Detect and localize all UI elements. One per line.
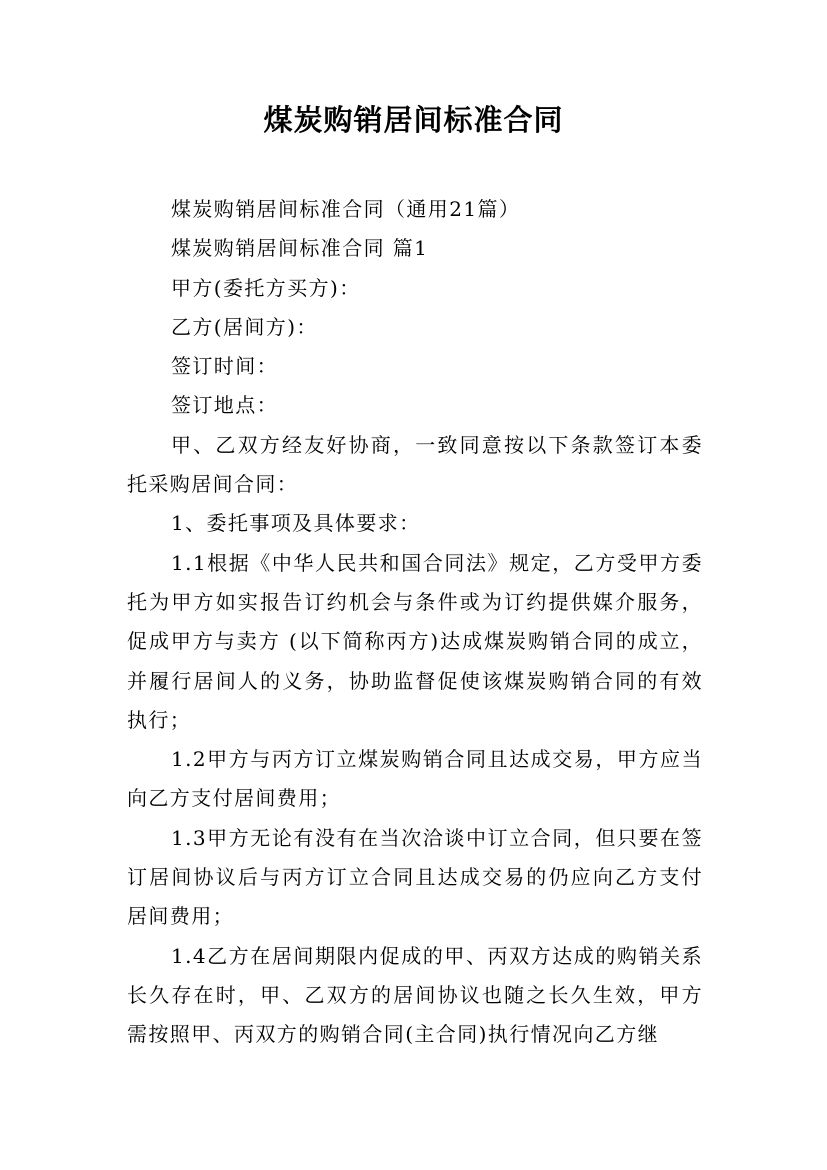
paragraph-clause-1-2: 1.2甲方与丙方订立煤炭购销合同且达成交易，甲方应当向乙方支付居间费用； <box>127 747 703 811</box>
paragraph-party-a: 甲方(委托方买方)： <box>171 275 361 300</box>
paragraph-signing-place: 签订地点： <box>171 393 278 418</box>
paragraph-party-b: 乙方(居间方)： <box>171 314 318 339</box>
paragraph-intro: 甲、乙双方经友好协商，一致同意按以下条款签订本委托采购居间合同： <box>127 432 703 497</box>
paragraph-clause-1-1: 1.1根据《中华人民共和国合同法》规定，乙方受甲方委托为甲方如实报告订约机会与条件或为订约提供媒介服务，促成甲方与卖方 (以下简称丙方)达成煤炭购销合同的成立，并履行居间人的义务，协助监督促使该煤炭购销合同的有效执行； <box>127 550 703 732</box>
paragraph-section-heading: 煤炭购销居间标准合同 篇1 <box>171 236 429 261</box>
document-title: 煤炭购销居间标准合同 <box>263 103 564 137</box>
paragraph-clause-1-4: 1.4乙方在居间期限内促成的甲、丙双方达成的购销关系长久存在时，甲、乙双方的居间协议也随之长久生效，甲方需按照甲、丙双方的购销合同(主合同)执行情况向乙方继 <box>127 943 703 1047</box>
document-body <box>127 190 703 1055</box>
paragraph-subtitle: 煤炭购销居间标准合同（通用21篇） <box>171 197 521 221</box>
paragraph-clause-1: 1、委托事项及具体要求： <box>171 511 421 536</box>
paragraph-signing-time: 签订时间： <box>171 354 278 379</box>
paragraph-clause-1-3: 1.3甲方无论有没有在当次洽谈中订立合同，但只要在签订居间协议后与丙方订立合同且达成交易的仍应向乙方支付居间费用； <box>127 825 703 929</box>
